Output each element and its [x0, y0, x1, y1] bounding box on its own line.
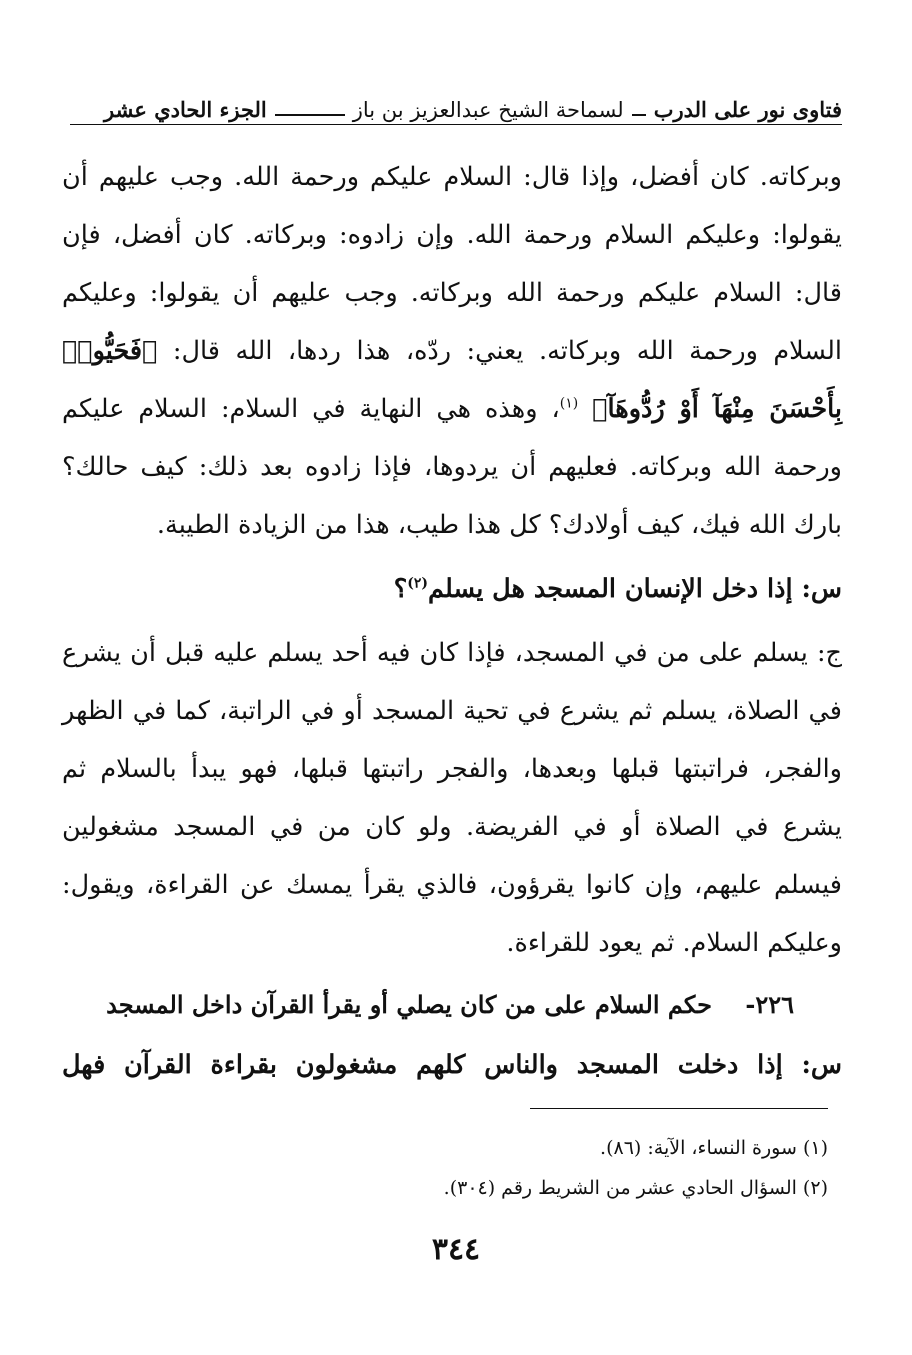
series-title: فتاوى نور على الدرب: [653, 97, 842, 122]
paragraph-text: وبركاته. كان أفضل، وإذا قال: السلام عليكم ورحمة الله. وجب عليهم أن يقولوا: وعليكم السلام ورحمة الله. وإن زادوه: وبركاته. كان أفضل، فإن قال: السلام عليكم ورحمة الله وبركاته. وجب عليهم أن يقولوا: وعليكم السلام ورحمة الله وبركاته. يعني: ردّه، هذا ردها، الله قال:: [62, 162, 842, 366]
paragraph-greeting: [62, 148, 842, 554]
section-title: [62, 976, 842, 1034]
footnotes: [60, 1128, 828, 1208]
paragraph-text: ، وهذه هي النهاية في السلام: السلام عليكم ورحمة الله وبركاته. فعليهم أن يردوها، فإذا زادوه بعد ذلك: كيف حالك؟ بارك الله فيك، كيف أولادك؟ كل هذا طيب، هذا من الزيادة الطيبة.: [62, 394, 842, 540]
footnote-ref-2: (٢): [407, 575, 429, 592]
page-number: ٣٤٤: [431, 1232, 481, 1267]
question-text: س: إذا دخل الإنسان المسجد هل يسلم: [428, 574, 842, 604]
running-header: [70, 82, 842, 122]
section-number: ٢٢٦-: [745, 990, 794, 1019]
footnote-ref-1: (١): [559, 395, 579, 412]
header-separator: [275, 114, 345, 116]
header-separator: [632, 114, 646, 116]
answer-paragraph: ج: يسلم على من في المسجد، فإذا كان فيه أحد يسلم عليه قبل أن يشرع في الصلاة، يسلم ثم يشرع في تحية المسجد أو في الراتبة، كما في الظهر والفجر، فراتبتها قبلها وبعدها، والفجر راتبتها قبلها، فهو يبدأ بالسلام ثم يشرع في الصلاة أو في الفريضة. ولو كان من في المسجد مشغولين فيسلم عليهم، وإن كانوا يقرؤون، فالذي يقرأ يمسك عن القراءة، ويقول: وعليكم السلام. ثم يعود للقراءة.: [62, 638, 842, 958]
volume-label: الجزء الحادي عشر: [104, 97, 267, 122]
footnote-2: (٢) السؤال الحادي عشر من الشريط رقم (٣٠٤).: [443, 1177, 828, 1199]
footnote-rule: [530, 1108, 828, 1109]
footnote-1: (١) سورة النساء، الآية: (٨٦).: [600, 1137, 828, 1159]
author-name: لسماحة الشيخ عبدالعزيز بن باز: [352, 98, 624, 122]
question-heading-2: س: إذا دخلت المسجد والناس كلهم مشغولون بقراءة القرآن فهل: [62, 1050, 842, 1080]
question-heading: [62, 560, 842, 618]
quran-verse: ﴿فَحَيُّوا۟ بِأَحْسَنَ مِنْهَآ أَوْ رُدُّوهَآ﴾: [62, 336, 843, 424]
question-mark: ؟: [393, 574, 408, 604]
body-text: [62, 148, 842, 1094]
header-rule: [70, 124, 842, 125]
section-title-text: حكم السلام على من كان يصلي أو يقرأ القرآن داخل المسجد: [106, 990, 712, 1019]
